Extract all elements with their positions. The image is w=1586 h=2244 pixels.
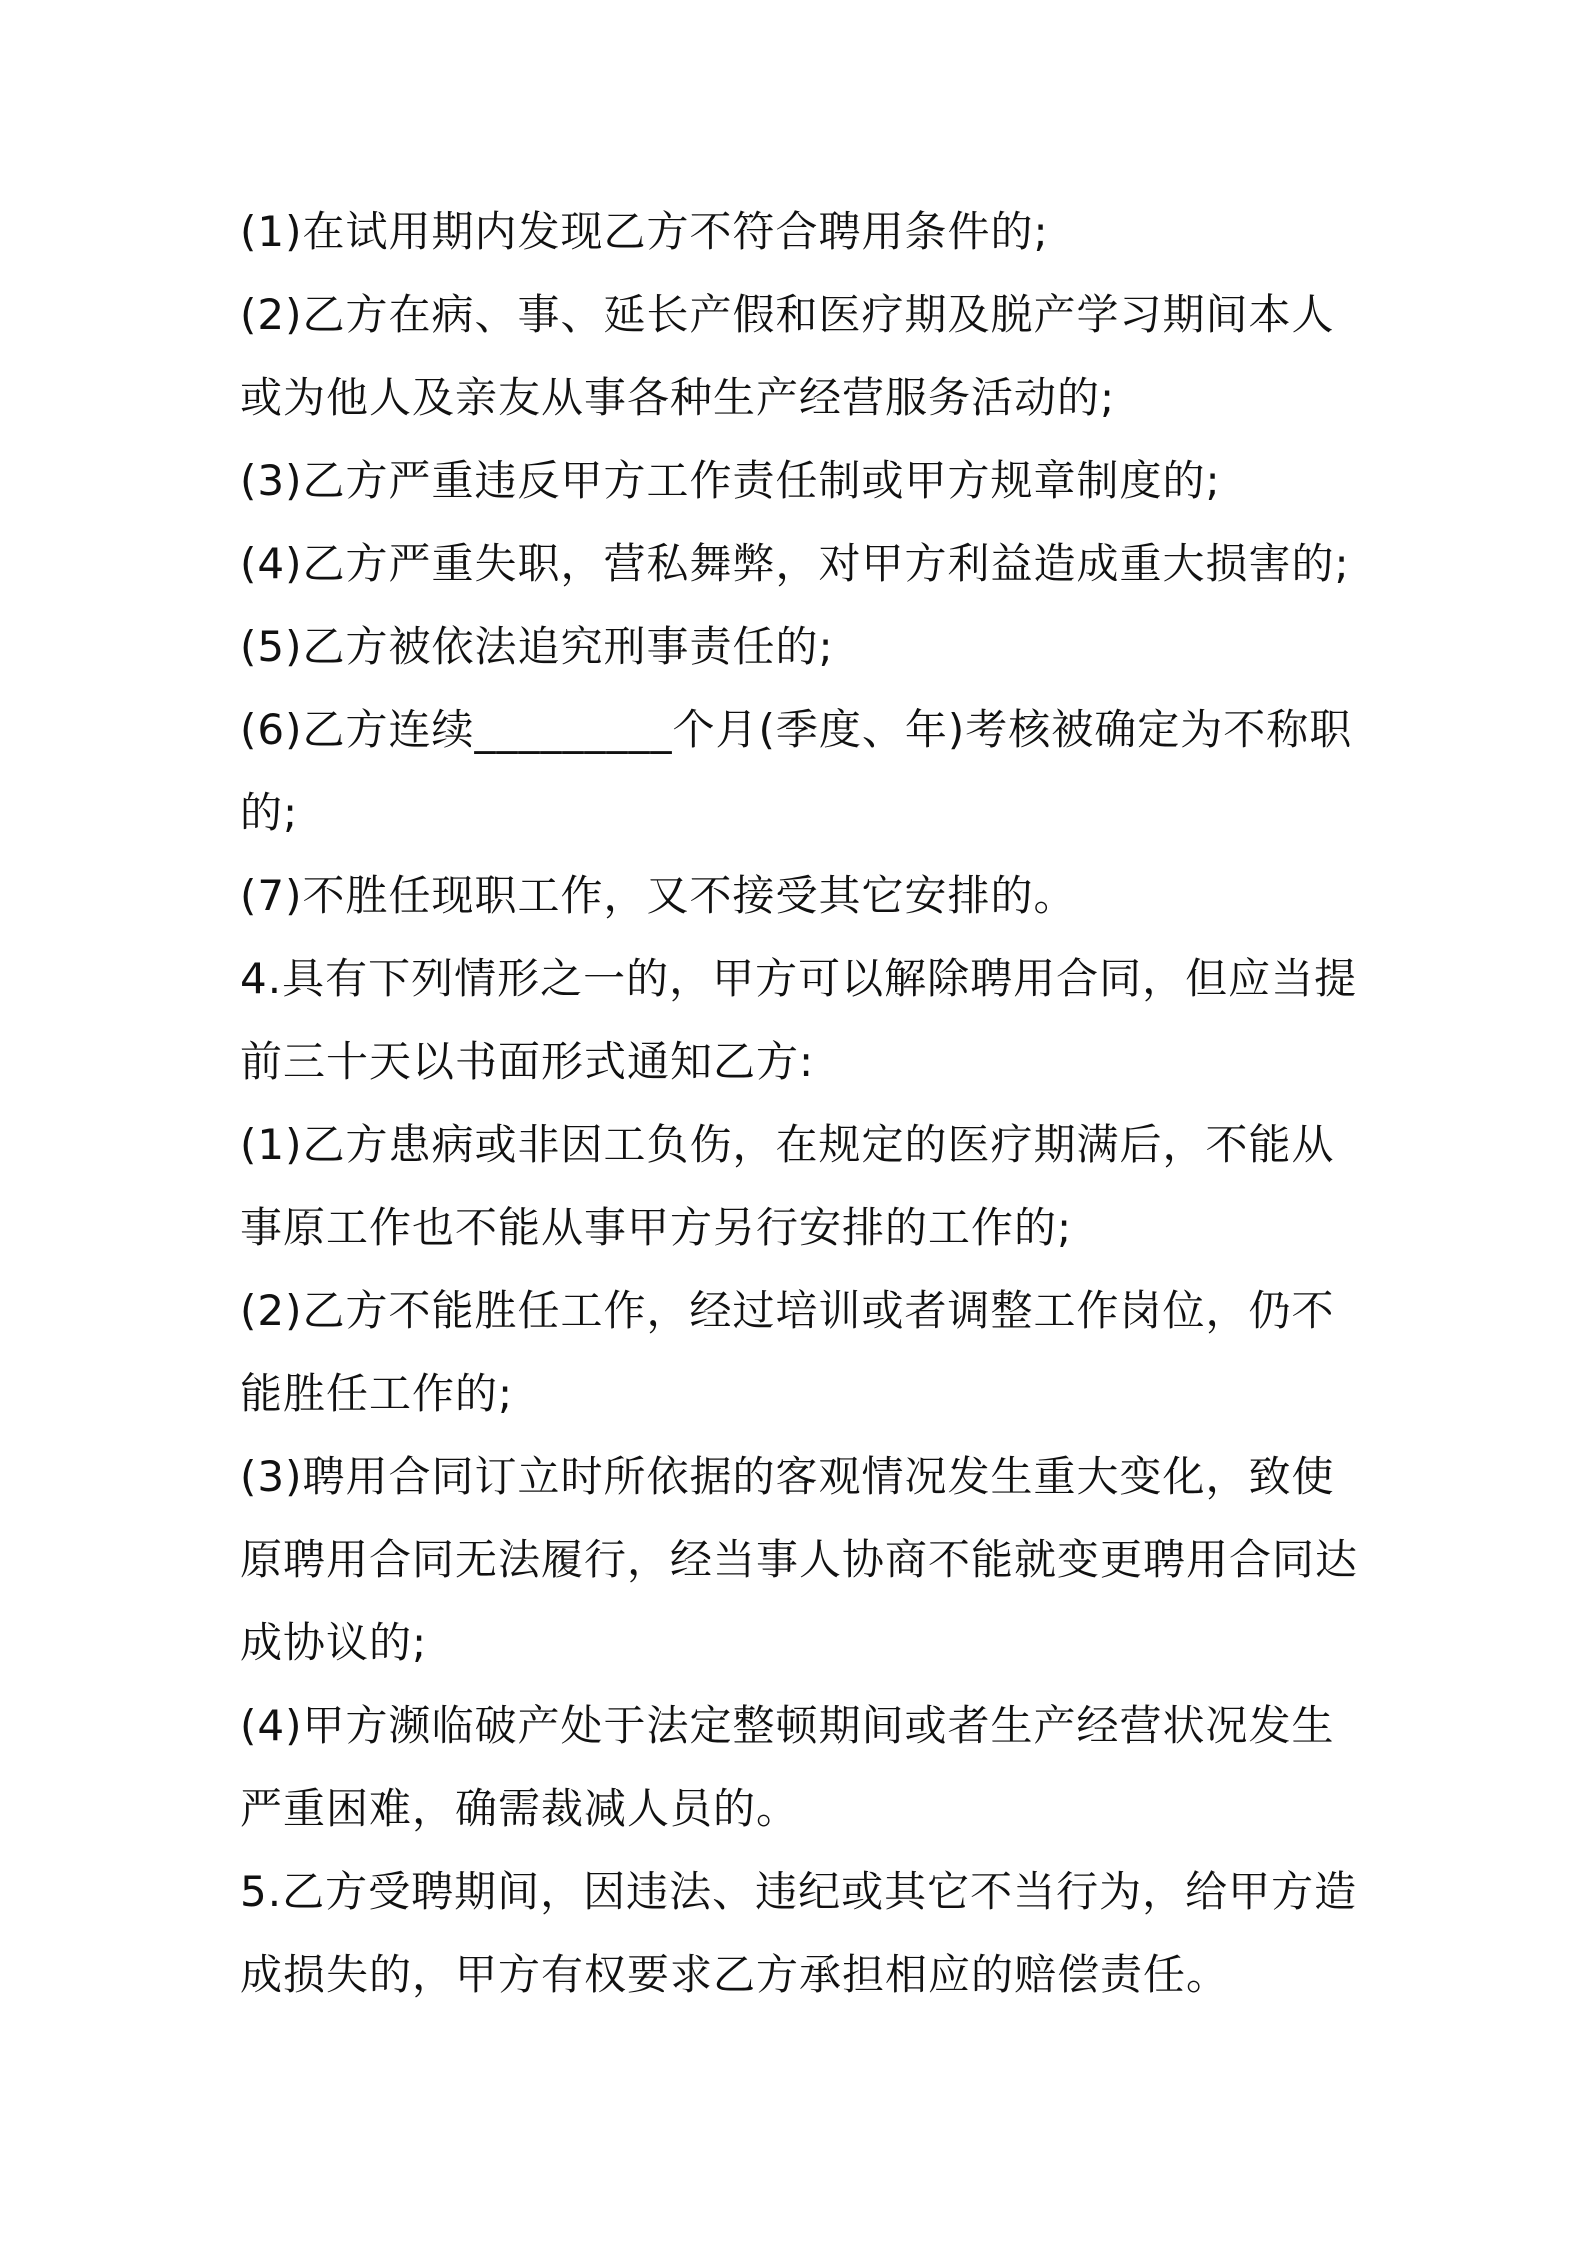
clause-paragraph: (3)聘用合同订立时所依据的客观情况发生重大变化，致使原聘用合同无法履行，经当事人协商不能就变更聘用合同达成协议的; [240, 1452, 1359, 1667]
clause-paragraph: (3)乙方严重违反甲方工作责任制或甲方规章制度的; [240, 456, 1221, 505]
section-paragraph: 4.具有下列情形之一的，甲方可以解除聘用合同，但应当提前三十天以书面形式通知乙方: [240, 954, 1358, 1086]
clause-paragraph: (4)甲方濒临破产处于法定整顿期间或者生产经营状况发生严重困难，确需裁减人员的。 [240, 1701, 1335, 1833]
clause-paragraph: (6)乙方连续_________个月(季度、年)考核被确定为不称职的; [240, 705, 1353, 837]
clause-paragraph: (5)乙方被依法追究刑事责任的; [240, 622, 834, 671]
clause-paragraph: (2)乙方不能胜任工作，经过培训或者调整工作岗位，仍不能胜任工作的; [240, 1286, 1335, 1418]
clause-paragraph: (4)乙方严重失职，营私舞弊，对甲方利益造成重大损害的; [240, 539, 1350, 588]
clause-paragraph: (2)乙方在病、事、延长产假和医疗期及脱产学习期间本人或为他人及亲友从事各种生产经营服务活动的; [240, 290, 1335, 422]
clause-paragraph: (1)乙方患病或非因工负伤，在规定的医疗期满后，不能从事原工作也不能从事甲方另行安排的工作的; [240, 1120, 1335, 1252]
section-paragraph: 5.乙方受聘期间，因违法、违纪或其它不当行为，给甲方造成损失的，甲方有权要求乙方承担相应的赔偿责任。 [240, 1867, 1358, 1999]
document-body [240, 190, 1360, 2016]
clause-paragraph: (7)不胜任现职工作，又不接受其它安排的。 [240, 871, 1077, 920]
clause-paragraph: (1)在试用期内发现乙方不符合聘用条件的; [240, 207, 1049, 256]
